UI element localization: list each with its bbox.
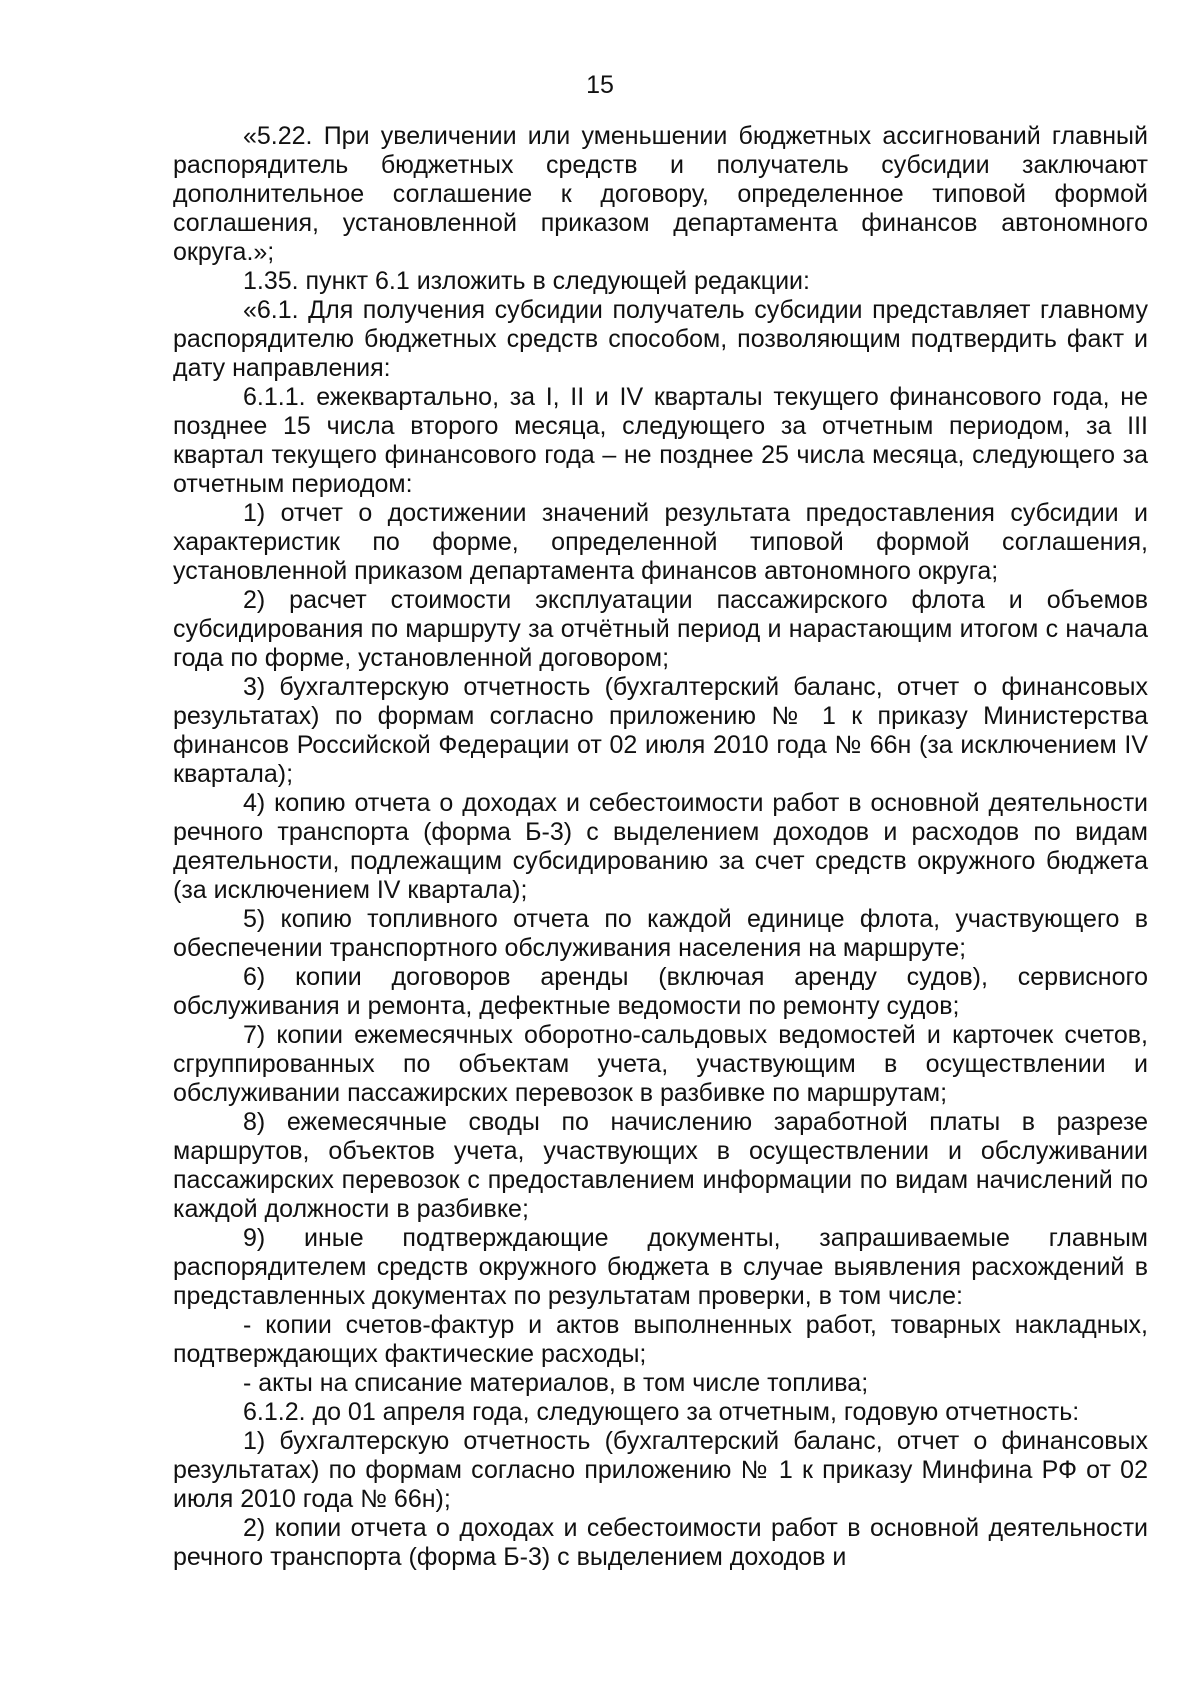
list-item-6: 6) копии договоров аренды (включая аренду судов), сервисного обслуживания и ремонта, дефектные ведомости по ремонту судов; [173,963,1148,1020]
list-item-1: 1) отчет о достижении значений результата предоставления субсидии и характеристик по форме, определенной типовой формой соглашения, установленной приказом департамента финансов автономного округа; [173,499,1148,585]
list-item-9: 9) иные подтверждающие документы, запрашиваемые главным распорядителем средств окружного бюджета в случае выявления расхождений в представленных документах по результатам проверки, в том числе: [173,1224,1148,1310]
list-item-7: 7) копии ежемесячных оборотно-сальдовых ведомостей и карточек счетов, сгруппированных по объектам учета, участвующим в осуществлении и обслуживании пассажирских перевозок в разбивке по маршрутам; [173,1021,1148,1107]
list-item-4: 4) копию отчета о доходах и себестоимости работ в основной деятельности речного транспорта (форма Б-3) с выделением доходов и расходов по видам деятельности, подлежащим субсидированию за счет средств окружного бюджета (за исключением IV квартала); [173,789,1148,904]
page-number: 15 [586,71,614,99]
list-item-3: 3) бухгалтерскую отчетность (бухгалтерский баланс, отчет о финансовых результатах) по формам согласно приложению № 1 к приказу Министерства финансов Российской Федерации от 02 июля 2010 года № 66н (за исключением IV квартала); [173,673,1148,788]
paragraph-6-1: «6.1. Для получения субсидии получатель субсидии представляет главному распорядителю бюджетных средств способом, позволяющим подтвердить факт и дату направления: [173,296,1148,382]
paragraph-1-35: 1.35. пункт 6.1 изложить в следующей редакции: [243,267,810,295]
dash-item-invoices: - копии счетов-фактур и актов выполненных работ, товарных накладных, подтверждающих фактические расходы; [173,1311,1148,1368]
list-item-8: 8) ежемесячные своды по начислению заработной платы в разрезе маршрутов, объектов учета, участвующих в осуществлении и обслуживании пассажирских перевозок с предоставлением информации по видам начислений по каждой должности в разбивке; [173,1108,1148,1223]
annual-item-2: 2) копии отчета о доходах и себестоимости работ в основной деятельности речного транспорта (форма Б-3) с выделением доходов и [173,1514,1148,1571]
dash-item-write-off: - акты на списание материалов, в том числе топлива; [243,1369,869,1397]
paragraph-6-1-1: 6.1.1. ежеквартально, за I, II и IV кварталы текущего финансового года, не позднее 15 числа второго месяца, следующего за отчетным периодом, за III квартал текущего финансового года – не позднее 25 числа месяца, следующего за отчетным периодом: [173,383,1148,498]
document-body [173,122,1148,1572]
list-item-5: 5) копию топливного отчета по каждой единице флота, участвующего в обеспечении транспортного обслуживания населения на маршруте; [173,905,1148,962]
paragraph-6-1-2: 6.1.2. до 01 апреля года, следующего за отчетным, годовую отчетность: [243,1398,1080,1426]
paragraph-5-22: «5.22. При увеличении или уменьшении бюджетных ассигнований главный распорядитель бюджетных средств и получатель субсидии заключают дополнительное соглашение к договору, определенное типовой формой соглашения, установленной приказом департамента финансов автономного округа.»; [173,122,1148,266]
annual-item-1: 1) бухгалтерскую отчетность (бухгалтерский баланс, отчет о финансовых результатах) по формам согласно приложению № 1 к приказу Минфина РФ от 02 июля 2010 года № 66н); [173,1427,1148,1513]
list-item-2: 2) расчет стоимости эксплуатации пассажирского флота и объемов субсидирования по маршруту за отчётный период и нарастающим итогом с начала года по форме, установленной договором; [173,586,1148,672]
